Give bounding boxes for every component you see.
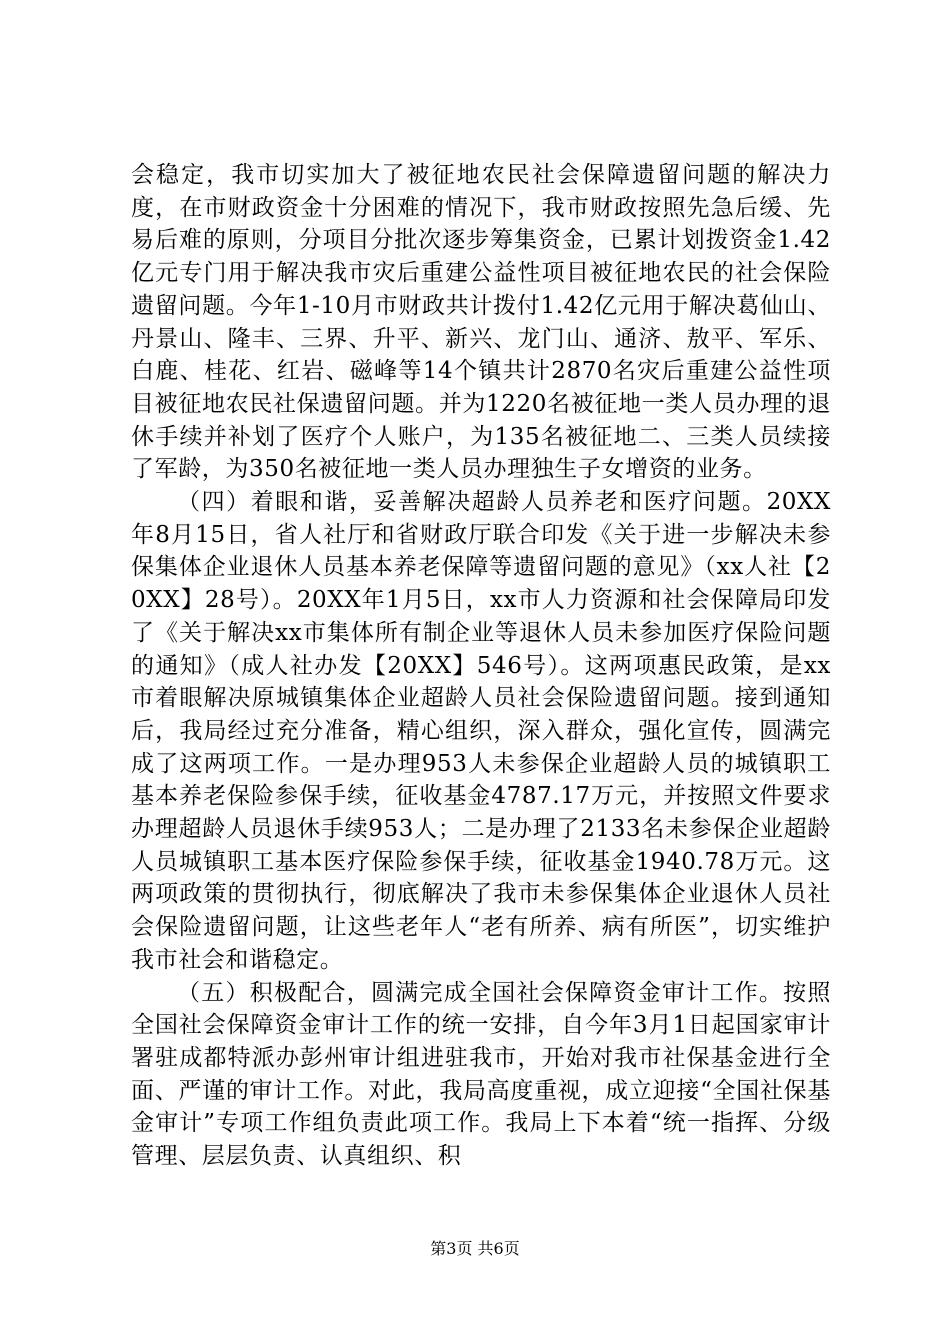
paragraph-1: 会稳定，我市切实加大了被征地农民社会保障遗留问题的解决力度，在市财政资金十分困难的情况下，我市财政按照先急后缓、先易后难的原则，分项目分批次逐步筹集资金，已累计划拨资金1.42亿元专门用于解决我市灾后重建公益性项目被征地农民的社会保险遗留问题。今年1-10月市财政共计拨付1.42亿元用于解决葛仙山、丹景山、隆丰、三界、升平、新兴、龙门山、通济、敖平、军乐、白鹿、桂花、红岩、磁峰等14个镇共计2870名灾后重建公益性项目被征地农民社保遗留问题。并为1220名被征地一类人员办理的退休手续并补划了医疗个人账户，为135名被征地二、三类人员续接了军龄，为350名被征地一类人员办理独生子女增资的业务。 (131, 162, 831, 483)
page-number-footer: 第3页 共6页 (430, 1239, 520, 1258)
paragraph-3: （五）积极配合，圆满完成全国社会保障资金审计工作。按照全国社会保障资金审计工作的统一安排，自今年3月1日起国家审计署驻成都特派办彭州审计组进驻我市，开始对我市社保基金进行全面、严谨的审计工作。对此，我局高度重视，成立迎接“全国社保基金审计”专项工作组负责此项工作。我局上下本着“统一指挥、分级管理、层层负责、认真组织、积 (131, 979, 831, 1170)
paragraph-2: （四）着眼和谐，妥善解决超龄人员养老和医疗问题。20XX年8月15日，省人社厅和省财政厅联合印发《关于进一步解决未参保集体企业退休人员基本养老保障等遗留问题的意见》（xx人社【20XX】28号）。20XX年1月5日，xx市人力资源和社会保障局印发了《关于解决xx市集体所有制企业等退休人员未参加医疗保险问题的通知》（成人社办发【20XX】546号）。这两项惠民政策，是xx市着眼解决原城镇集体企业超龄人员社会保险遗留问题。接到通知后，我局经过充分准备，精心组织，深入群众，强化宣传，圆满完成了这两项工作。一是办理953人未参保企业超龄人员的城镇职工基本养老保险参保手续，征收基金4787.17万元，并按照文件要求办理超龄人员退休手续953人；二是办理了2133名未参保企业超龄人员城镇职工基本医疗保险参保手续，征收基金1940.78万元。这两项政策的贯彻执行，彻底解决了我市未参保集体企业退休人员社会保险遗留问题，让这些老年人“老有所养、病有所医”，切实维护我市社会和谐稳定。 (131, 489, 831, 973)
document-body (131, 159, 831, 1173)
